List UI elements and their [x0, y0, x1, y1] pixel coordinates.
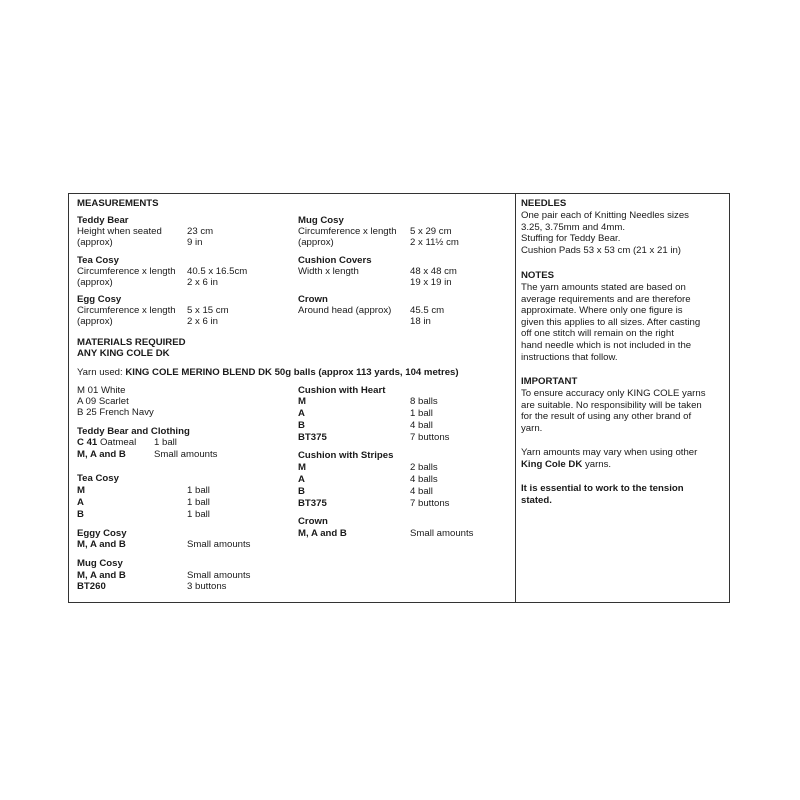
needles-line: One pair each of Knitting Needles sizes — [521, 210, 689, 221]
important-heading: IMPORTANT — [521, 376, 578, 387]
crown-row-value: Small amounts — [410, 528, 474, 539]
teddy-materials-row2-value: Small amounts — [154, 449, 218, 460]
cushion-stripes-row-label: BT375 — [298, 498, 327, 509]
mug-cosy-materials-title: Mug Cosy — [77, 558, 123, 569]
mug-cosy-measure-value-in: 2 x 11½ cm — [410, 237, 459, 248]
needles-line: Cushion Pads 53 x 53 cm (21 x 21 in) — [521, 244, 681, 256]
notes-line: hand needle which is not included in the — [521, 339, 692, 351]
crown-measure-value: 45.5 cm — [410, 305, 445, 316]
notes-line: instructions that follow. — [521, 351, 618, 363]
egg-cosy-measure-value-in: 2 x 6 in — [187, 316, 218, 327]
cushion-heart-row-value: 7 buttons — [410, 432, 450, 443]
cushion-stripes-row-value: 7 buttons — [410, 498, 450, 509]
mug-cosy-measure-title: Mug Cosy — [298, 215, 344, 226]
notes-line: approximate. Where only one figure is — [521, 305, 683, 317]
tea-cosy-materials-title: Tea Cosy — [77, 473, 119, 484]
eggy-cosy-row-label: M, A and B — [77, 539, 126, 550]
egg-cosy-measure-approx: (approx) — [77, 316, 113, 327]
egg-cosy-measure-label: Circumference x length — [77, 305, 176, 316]
important-line: To ensure accuracy only KING COLE yarns — [521, 388, 706, 399]
cushion-heart-row-value: 8 balls — [410, 396, 438, 407]
teddy-measure-title: Teddy Bear — [77, 215, 129, 226]
cushion-heart-row-value: 1 ball — [410, 408, 433, 419]
tea-cosy-row-label: M — [77, 485, 85, 496]
important-line: are suitable. No responsibility will be taken — [521, 399, 702, 411]
tea-cosy-row-label: A — [77, 497, 84, 508]
notes-heading: NOTES — [521, 270, 555, 281]
tea-cosy-measure-value-in: 2 x 6 in — [187, 277, 218, 288]
mug-cosy-row2-value: 3 buttons — [187, 581, 227, 592]
tea-cosy-row-value: 1 ball — [187, 509, 210, 520]
important-text — [521, 388, 706, 434]
notes-line: average requirements and are therefore — [521, 293, 691, 305]
tension-note — [521, 483, 684, 506]
important-line: for the result of using any other brand of — [521, 411, 692, 423]
materials-heading: MATERIALS REQUIRED — [77, 337, 186, 348]
mug-cosy-measure-approx: (approx) — [298, 237, 334, 248]
needles-heading: NEEDLES — [521, 198, 567, 209]
tea-cosy-measure-title: Tea Cosy — [77, 255, 119, 266]
teddy-materials-row2-label: M, A and B — [77, 449, 126, 460]
notes-line: off one stitch will remain on the right — [521, 328, 674, 340]
yarn-used-line: Yarn used: KING COLE MERINO BLEND DK 50g balls (approx 113 yards, 104 metres) — [77, 367, 459, 378]
column-divider — [515, 193, 516, 603]
cushion-stripes-row-value: 4 ball — [410, 486, 433, 497]
cushion-covers-measure-title: Cushion Covers — [298, 255, 372, 266]
crown-measure-label: Around head (approx) — [298, 305, 392, 316]
crown-measure-title: Crown — [298, 294, 328, 305]
tea-cosy-row-label: B — [77, 509, 84, 520]
cushion-covers-measure-value-in: 19 x 19 in — [410, 277, 452, 288]
needles-text — [521, 210, 689, 256]
cushion-heart-title: Cushion with Heart — [298, 385, 386, 396]
cushion-stripes-row-label: A — [298, 474, 305, 485]
important-line: yarn. — [521, 422, 543, 434]
tea-cosy-measure-label: Circumference x length — [77, 266, 176, 277]
mug-cosy-row1-label: M, A and B — [77, 570, 126, 581]
needles-line: Stuffing for Teddy Bear. — [521, 233, 621, 245]
tension-line: It is essential to work to the tension — [521, 483, 684, 494]
teddy-measure-value-in: 9 in — [187, 237, 203, 248]
mug-cosy-row1-value: Small amounts — [187, 570, 251, 581]
yarn-amounts-line: King Cole DK yarns. — [521, 458, 612, 470]
colour-a: A 09 Scarlet — [77, 396, 129, 407]
colour-m: M 01 White — [77, 385, 126, 396]
colour-b: B 25 French Navy — [77, 407, 154, 418]
egg-cosy-measure-value: 5 x 15 cm — [187, 305, 229, 316]
cushion-stripes-row-label: M — [298, 462, 306, 473]
notes-line: given this applies to all sizes. After casting — [521, 316, 701, 328]
notes-text — [521, 282, 700, 363]
cushion-covers-measure-label: Width x length — [298, 266, 359, 277]
tea-cosy-measure-value: 40.5 x 16.5cm — [187, 266, 248, 277]
cushion-heart-row-label: M — [298, 396, 306, 407]
mug-cosy-measure-value: 5 x 29 cm — [410, 226, 452, 237]
needles-line: 3.25, 3.75mm and 4mm. — [521, 221, 625, 233]
teddy-materials-row1: C 41 Oatmeal — [77, 437, 137, 448]
cushion-stripes-title: Cushion with Stripes — [298, 450, 394, 461]
mug-cosy-measure-label: Circumference x length — [298, 226, 397, 237]
yarn-amounts-note — [521, 447, 697, 470]
yarn-amounts-line: Yarn amounts may vary when using other — [521, 447, 698, 458]
tension-line: stated. — [521, 494, 552, 506]
eggy-cosy-row-value: Small amounts — [187, 539, 251, 550]
teddy-materials-title: Teddy Bear and Clothing — [77, 426, 190, 437]
teddy-measure-value: 23 cm — [187, 226, 214, 237]
cushion-heart-row-value: 4 ball — [410, 420, 433, 431]
crown-materials-title: Crown — [298, 516, 328, 527]
cushion-heart-row-label: BT375 — [298, 432, 327, 443]
crown-measure-value-in: 18 in — [410, 316, 431, 327]
eggy-cosy-materials-title: Eggy Cosy — [77, 528, 127, 539]
cushion-stripes-row-value: 2 balls — [410, 462, 438, 473]
teddy-measure-approx: (approx) — [77, 237, 113, 248]
teddy-materials-row1-value: 1 ball — [154, 437, 177, 448]
tea-cosy-row-value: 1 ball — [187, 497, 210, 508]
materials-subheading: ANY KING COLE DK — [77, 348, 170, 359]
cushion-stripes-row-label: B — [298, 486, 305, 497]
cushion-heart-row-label: B — [298, 420, 305, 431]
egg-cosy-measure-title: Egg Cosy — [77, 294, 122, 305]
cushion-covers-measure-value: 48 x 48 cm — [410, 266, 457, 277]
crown-row-label: M, A and B — [298, 528, 347, 539]
teddy-measure-label: Height when seated — [77, 226, 162, 237]
cushion-heart-row-label: A — [298, 408, 305, 419]
tea-cosy-measure-approx: (approx) — [77, 277, 113, 288]
cushion-stripes-row-value: 4 balls — [410, 474, 438, 485]
notes-line: The yarn amounts stated are based on — [521, 282, 686, 293]
measurements-heading: MEASUREMENTS — [77, 198, 159, 209]
mug-cosy-row2-label: BT260 — [77, 581, 106, 592]
tea-cosy-row-value: 1 ball — [187, 485, 210, 496]
